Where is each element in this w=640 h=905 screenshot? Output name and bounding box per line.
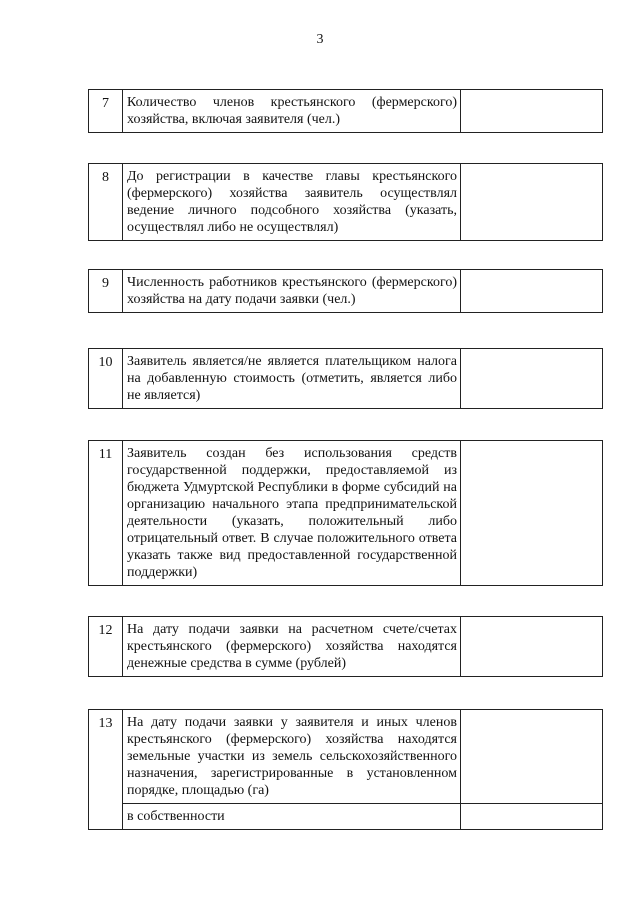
table-row-11 [88, 440, 603, 586]
row-number: 12 [89, 617, 123, 677]
row-number: 10 [89, 349, 123, 409]
answer-cell[interactable] [461, 90, 603, 133]
table-row-7 [88, 89, 603, 133]
row-number: 11 [89, 441, 123, 586]
row-number: 9 [89, 270, 123, 313]
row-number: 7 [89, 90, 123, 133]
answer-cell[interactable] [461, 349, 603, 409]
page-number: 3 [316, 32, 324, 47]
row-number: 13 [89, 710, 123, 830]
table-row-10 [88, 348, 603, 409]
row-text: Заявитель является/не является плательщиком налога на добавленную стоимость (отметить, является либо не является) [123, 349, 461, 409]
row-text: Заявитель создан без использования средств государственной поддержки, предоставляемой из бюджета Удмуртской Республики в форме субсидий на организацию начального этапа предпринимательской деятельности (указать, положительный либо отрицательный ответ. В случае положительного ответа указать также вид предоставленной государственной поддержки) [123, 441, 461, 586]
row-text: Количество членов крестьянского (фермерского) хозяйства, включая заявителя (чел.) [123, 90, 461, 133]
answer-cell[interactable] [461, 710, 603, 804]
table-row-9 [88, 269, 603, 313]
answer-cell-sub[interactable] [461, 804, 603, 830]
row-text: До регистрации в качестве главы крестьянского (фермерского) хозяйства заявитель осуществлял ведение личного подсобного хозяйства (указать, осуществлял либо не осуществлял) [123, 164, 461, 241]
table-row-12 [88, 616, 603, 677]
answer-cell[interactable] [461, 617, 603, 677]
answer-cell[interactable] [461, 270, 603, 313]
row-subitem-text: в собственности [123, 804, 461, 830]
row-text: Численность работников крестьянского (фермерского) хозяйства на дату подачи заявки (чел.) [123, 270, 461, 313]
answer-cell[interactable] [461, 164, 603, 241]
table-row-13 [88, 709, 603, 830]
row-number: 8 [89, 164, 123, 241]
row-text: На дату подачи заявки на расчетном счете/счетах крестьянского (фермерского) хозяйства находятся денежные средства в сумме (рублей) [123, 617, 461, 677]
row-text: На дату подачи заявки у заявителя и иных членов крестьянского (фермерского) хозяйства находятся земельные участки из земель сельскохозяйственного назначения, зарегистрированные в установленном порядке, площадью (га) [123, 710, 461, 804]
table-row-8 [88, 163, 603, 241]
answer-cell[interactable] [461, 441, 603, 586]
